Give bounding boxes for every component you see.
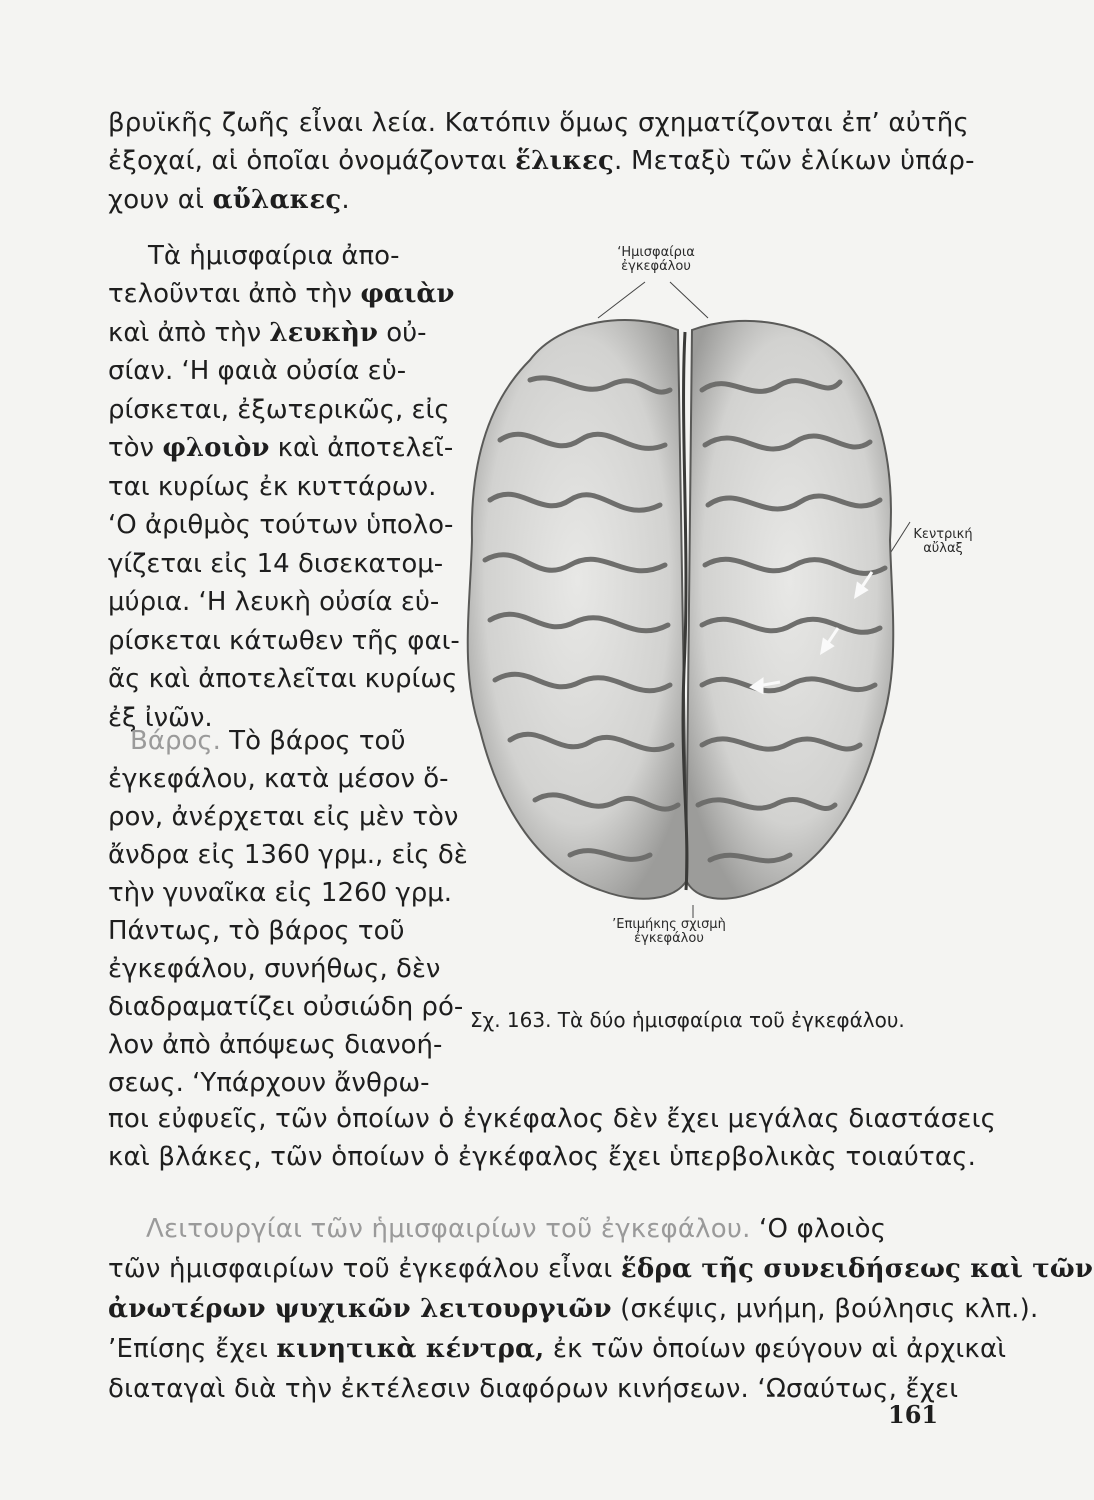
weight-line-8: διαδραματίζει οὐσιώδη ρό-: [108, 992, 464, 1022]
weight-line-3: ρον, ἀνέρχεται εἰς μὲν τὸν: [108, 802, 459, 832]
func-line-5: διαταγαὶ διὰ τὴν ἐκτέλεσιν διαφόρων κινήσεων. ‘Ωσαύτως, ἔχει: [108, 1374, 959, 1404]
intro-line-2: ἐξοχαί, αἱ ὁποῖαι ὀνομάζονται ἕλικες. Μεταξὺ τῶν ἑλίκων ὑπάρ-: [108, 146, 975, 176]
weight-line-2: ἐγκεφάλου, κατὰ μέσον ὅ-: [108, 764, 449, 794]
label-longitudinal-fissure: ’Επιμήκης σχισμὴ ἐγκεφάλου: [612, 917, 726, 946]
term-helikes: ἕλικες: [515, 146, 615, 176]
label-central-sulcus: Κεντρική αὔλαξ: [913, 527, 973, 556]
hemi-line-11: ρίσκεται κάτωθεν τῆς φαι-: [108, 626, 460, 656]
term-aulakes: αὔλακες: [212, 185, 342, 215]
weight-line-11: ποι εὐφυεῖς, τῶν ὁποίων ὁ ἐγκέφαλος δὲν ἔχει μεγάλας διαστάσεις: [108, 1104, 997, 1134]
hemi-line-7: ται κυρίως ἐκ κυττάρων.: [108, 472, 437, 502]
hemi-line-10: μύρια. ‘Η λευκὴ οὐσία εὑ-: [108, 587, 440, 617]
hemi-line-5: ρίσκεται, ἐξωτερικῶς, εἰς: [108, 395, 450, 425]
hemi-line-13: ἐξ ἰνῶν.: [108, 703, 213, 733]
func-line-4: ’Επίσης ἔχει κινητικὰ κέντρα, ἐκ τῶν ὁποίων φεύγουν αἱ ἀρχικαὶ: [108, 1334, 1007, 1364]
func-line-1: Λειτουργίαι τῶν ἡμισφαιρίων τοῦ ἐγκεφάλου. ‘Ο φλοιὸς: [146, 1214, 887, 1244]
weight-line-1: Βάρος. Τὸ βάρος τοῦ: [130, 726, 406, 756]
weight-line-7: ἐγκεφάλου, συνήθως, δὲν: [108, 954, 441, 984]
weight-line-10: σεως. ‘Υπάρχουν ἄνθρω-: [108, 1068, 430, 1098]
weight-line-4: ἄνδρα εἰς 1360 γρμ., εἰς δὲ: [108, 840, 468, 870]
hemi-line-6: τὸν φλοιὸν καὶ ἀποτελεῖ-: [108, 433, 454, 463]
weight-line-5: τὴν γυναῖκα εἰς 1260 γρμ.: [108, 878, 453, 908]
label-hemispheres: ‘Ημισφαίρια ἐγκεφάλου: [617, 245, 695, 274]
hemi-line-9: γίζεται εἰς 14 δισεκατομ-: [108, 549, 444, 579]
func-line-2: τῶν ἡμισφαιρίων τοῦ ἐγκεφάλου εἶναι ἕδρα τῆς συνειδήσεως καὶ τῶν: [108, 1254, 1094, 1284]
intro-line-1: βρυϊκῆς ζωῆς εἶναι λεία. Κατόπιν ὅμως σχηματίζονται ἐπ’ αὐτῆς: [108, 108, 969, 138]
weight-line-6: Πάντως, τὸ βάρος τοῦ: [108, 916, 405, 946]
hemi-line-2: τελοῦνται ἀπὸ τὴν φαιὰν: [108, 279, 455, 309]
hemi-line-8: ‘Ο ἀριθμὸς τούτων ὑπολο-: [108, 510, 454, 540]
weight-heading: Βάρος.: [130, 726, 221, 756]
weight-line-12: καὶ βλάκες, τῶν ὁποίων ὁ ἐγκέφαλος ἔχει ὑπερβολικὰς τοιαύτας.: [108, 1142, 977, 1172]
hemi-line-4: σίαν. ‘Η φαιὰ οὐσία εὑ-: [108, 356, 407, 386]
hemi-line-12: ᾶς καὶ ἀποτελεῖται κυρίως: [108, 664, 458, 694]
intro-line-3: χουν αἱ αὔλακες.: [108, 185, 350, 215]
page-number: 161: [888, 1400, 939, 1429]
functions-heading: Λειτουργίαι τῶν ἡμισφαιρίων τοῦ ἐγκεφάλου.: [146, 1214, 751, 1244]
weight-line-9: λον ἀπὸ ἀπόψεως διανοή-: [108, 1030, 443, 1060]
brain-illustration: [440, 250, 980, 990]
hemi-line-1: Τὰ ἡμισφαίρια ἀπο-: [148, 241, 400, 271]
hemi-line-3: καὶ ἀπὸ τὴν λευκὴν οὐ-: [108, 318, 427, 348]
func-line-3: ἀνωτέρων ψυχικῶν λειτουργιῶν (σκέψις, μνήμη, βούλησις κλπ.).: [108, 1294, 1039, 1324]
figure-caption: Σχ. 163. Τὰ δύο ἡμισφαίρια τοῦ ἐγκεφάλου.: [470, 1008, 905, 1032]
